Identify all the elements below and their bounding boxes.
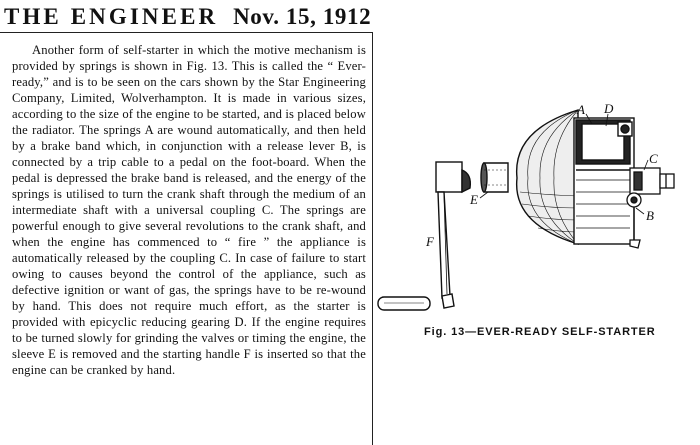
label-d: D bbox=[604, 101, 614, 116]
header-rule bbox=[0, 32, 372, 33]
sleeve bbox=[481, 163, 508, 192]
label-e: E bbox=[470, 192, 478, 207]
issue-date: Nov. 15, 1912 bbox=[233, 4, 372, 29]
label-b: B bbox=[646, 208, 654, 223]
coupling bbox=[630, 168, 674, 194]
label-f: F bbox=[426, 234, 434, 249]
starting-handle bbox=[378, 162, 470, 310]
figure-caption: Fig. 13—EVER-READY SELF-STARTER bbox=[424, 326, 656, 338]
article-text: Another form of self-starter in which the motive mechanism is provided by springs is shown in Fig. 13. This is called the “ Ever-ready,” and is to be seen on the cars shown by the Star Engineering Company, Limited, Wolverhampton. It is made in various sizes, according to the size of the engine to be started, and is placed below the radiator. The springs A are wound automatically, and then held by a brake band which, in conjunction with a release lever B, is connected by a trip cable to a pedal on the foot-board. When the pedal is depressed the brake band is released, and the energy of the springs is utilised to turn the crank shaft through the medium of an intermediate shaft with a universal coupling C. The springs are powerful enough to give several revolutions to the crank shaft, and when the engine has commenced to “ fire ” the appliance is automatically released by the coupling C. In case of failure to start owing to causes beyond the control of the appliance, such as defective ignition or want of gas, the springs have to be re-wound by hand. This does not require much effort, as the starter is provided with epicyclic reducing gearing D. If the engine requires to be turned slowly for grinding the valves or timing the engine, the sleeve E is removed and the starting handle F is inserted so that the engine can be cranked by hand. bbox=[12, 43, 366, 377]
label-a: A bbox=[577, 102, 585, 117]
spring-housing bbox=[517, 110, 634, 244]
self-starter-illustration bbox=[372, 100, 700, 360]
publication-title: THE ENGINEER bbox=[4, 4, 219, 29]
masthead bbox=[4, 4, 371, 30]
label-c: C bbox=[649, 151, 658, 166]
